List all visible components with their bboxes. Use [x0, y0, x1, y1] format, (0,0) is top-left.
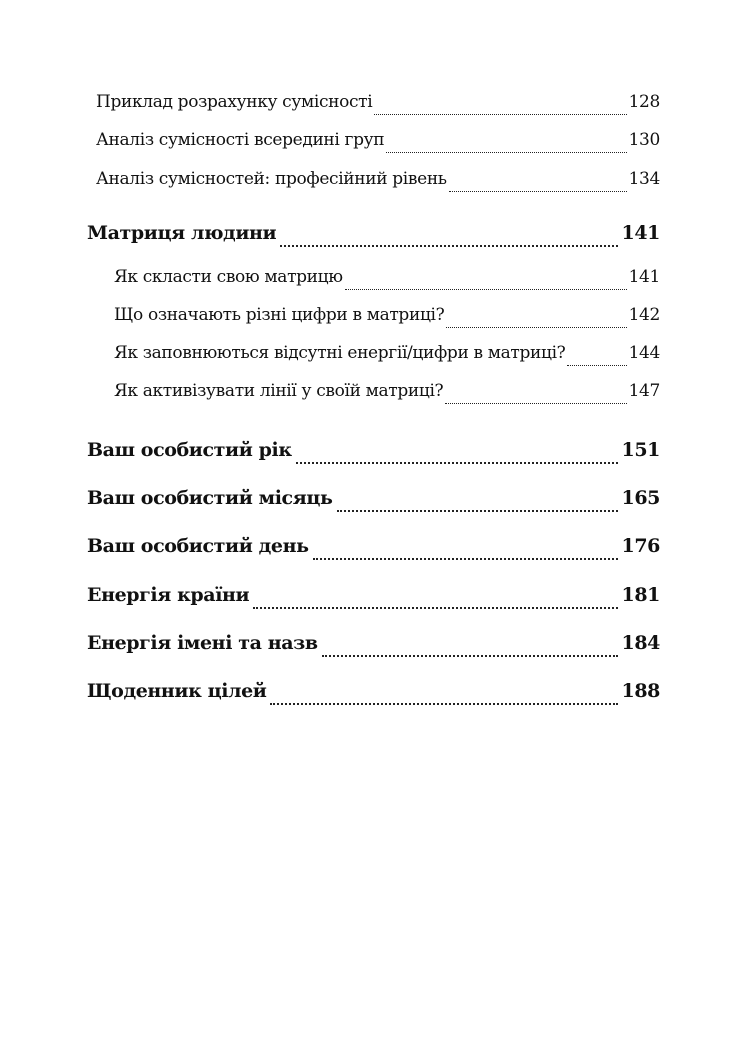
dot-leader: [374, 114, 626, 115]
toc-entry-title: Як скласти свою матрицю: [114, 267, 343, 287]
toc-section-human-matrix[interactable]: [87, 222, 660, 252]
toc-section-page-number: 184: [621, 632, 660, 654]
toc-entry-page-number: 142: [628, 305, 660, 325]
toc-section-country-energy[interactable]: [87, 584, 660, 614]
dot-leader: [270, 703, 617, 705]
toc-entry-page-number: 130: [628, 130, 660, 150]
toc-section-page-number: 151: [621, 439, 660, 461]
dot-leader: [449, 191, 627, 192]
dot-leader: [280, 245, 617, 247]
toc-entry-digits-meaning[interactable]: [114, 305, 660, 333]
dot-leader: [345, 289, 627, 290]
toc-section-page-number: 181: [621, 584, 660, 606]
toc-section-page-number: 165: [621, 487, 660, 509]
toc-entry-title: Що означають різні цифри в матриці?: [114, 305, 445, 325]
toc-section-title: Ваш особистий місяць: [87, 487, 333, 509]
toc-entry-compatibility-professional[interactable]: [96, 169, 660, 197]
dot-leader: [567, 365, 626, 366]
toc-entry-page-number: 134: [628, 169, 660, 189]
toc-entry-activate-lines[interactable]: [114, 381, 660, 409]
toc-section-title: Щоденник цілей: [87, 680, 267, 702]
dot-leader: [322, 655, 618, 657]
toc-section-personal-year[interactable]: [87, 439, 660, 469]
toc-section-goals-diary[interactable]: [87, 680, 660, 710]
toc-entry-compatibility-example[interactable]: [96, 92, 660, 120]
toc-section-personal-day[interactable]: [87, 535, 660, 565]
dot-leader: [313, 558, 618, 560]
dot-leader: [253, 607, 617, 609]
toc-entry-missing-energies[interactable]: [114, 343, 660, 371]
toc-entry-title: Як заповнюються відсутні енергії/цифри в матриці?: [114, 343, 566, 363]
toc-entry-page-number: 128: [628, 92, 660, 112]
toc-section-title: Ваш особистий рік: [87, 439, 292, 461]
dot-leader: [446, 327, 626, 328]
dot-leader: [296, 462, 618, 464]
toc-entry-page-number: 144: [628, 343, 660, 363]
toc-entry-page-number: 147: [628, 381, 660, 401]
toc-entry-title: Аналіз сумісності всередині груп: [96, 130, 385, 150]
dot-leader: [445, 403, 626, 404]
toc-section-page-number: 176: [621, 535, 660, 557]
toc-entry-page-number: 141: [628, 267, 660, 287]
dot-leader: [337, 510, 618, 512]
toc-section-title: Матриця людини: [87, 222, 277, 244]
dot-leader: [386, 152, 626, 153]
toc-section-title: Ваш особистий день: [87, 535, 309, 557]
toc-section-personal-month[interactable]: [87, 487, 660, 517]
toc-entry-title: Аналіз сумісностей: професійний рівень: [96, 169, 447, 189]
toc-section-page-number: 188: [621, 680, 660, 702]
toc-entry-title: Як активізувати лінії у своїй матриці?: [114, 381, 444, 401]
toc-entry-title: Приклад розрахунку сумісності: [96, 92, 373, 112]
toc-section-page-number: 141: [621, 222, 660, 244]
toc-section-title: Енергія імені та назв: [87, 632, 318, 654]
toc-section-title: Енергія країни: [87, 584, 250, 606]
toc-entry-build-matrix[interactable]: [114, 267, 660, 295]
toc-entry-compatibility-within-groups[interactable]: [96, 130, 660, 158]
toc-section-name-energy[interactable]: [87, 632, 660, 662]
